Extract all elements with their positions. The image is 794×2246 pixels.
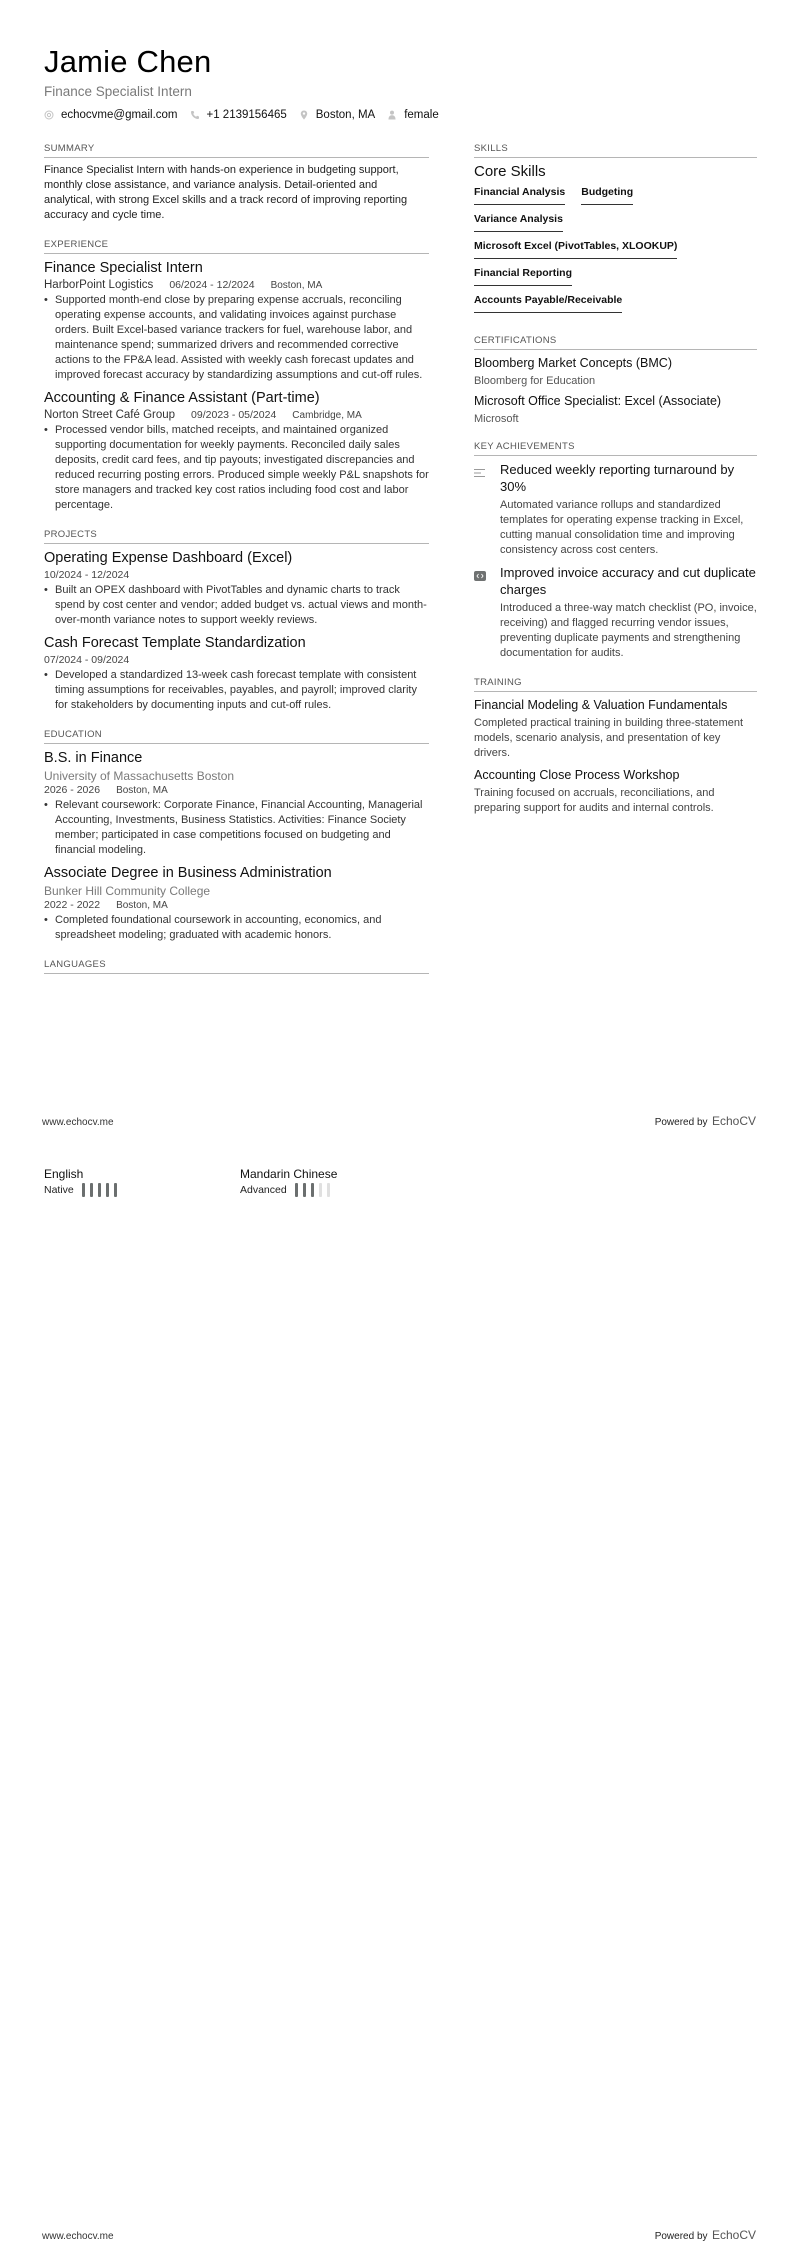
education-dates: 2022 - 2022 — [44, 899, 101, 911]
person-icon — [387, 110, 397, 120]
proficiency-bar — [311, 1183, 315, 1197]
project-title: Operating Expense Dashboard (Excel) — [44, 550, 293, 566]
proficiency-bars — [295, 1183, 335, 1197]
resume-header — [44, 44, 451, 121]
project-bullet — [44, 668, 429, 713]
powered-by-label: Powered by — [654, 1117, 708, 1128]
degree-title: Associate Degree in Business Administration — [44, 865, 332, 881]
job-dates: 09/2023 - 05/2024 — [191, 409, 277, 421]
language-level: Native — [44, 1184, 74, 1196]
certification-item — [474, 393, 757, 425]
training-name: Accounting Close Process Workshop — [474, 768, 680, 782]
proficiency-bar-empty — [319, 1183, 323, 1197]
right-column — [474, 143, 757, 832]
skill-tag: Financial Analysis — [474, 184, 565, 205]
job-dates: 06/2024 - 12/2024 — [169, 279, 255, 291]
contact-phone-value: +1 2139156465 — [206, 109, 287, 121]
language-level-row — [44, 1183, 240, 1197]
job-title: Finance Specialist Intern — [44, 260, 203, 276]
bullet-icon: • — [44, 799, 48, 811]
proficiency-bar-empty — [327, 1183, 331, 1197]
candidate-name: Jamie Chen — [44, 44, 212, 79]
contact-location-value: Boston, MA — [315, 109, 376, 121]
languages-list — [44, 1167, 436, 1197]
skill-tag: Microsoft Excel (PivotTables, XLOOKUP) — [474, 238, 677, 259]
education-meta — [44, 784, 429, 796]
experience-item — [44, 259, 429, 383]
bullet-icon: • — [44, 294, 48, 306]
achievement-desc: Introduced a three-way match checklist (PO, invoice, receiving) and flagged recurring vendor issues, preventing duplicate payments and strengthening documentation for audits. — [500, 602, 757, 659]
training-desc: Training focused on accruals, reconciliations, and preparing support for audits and internal controls. — [474, 787, 715, 814]
job-bullet-text: Processed vendor bills, matched receipts, and maintained organized supporting documentation for weekly payments. Reconciled daily sales deposits, credit card fees, and tip payouts; investigated discrepancies and reduced recurring posting errors. Produced simple weekly P&L snapshots for store managers and tracked key cost ratios including food cost and labor percentage. — [55, 424, 429, 511]
phone-icon — [190, 110, 200, 120]
project-bullet-text: Built an OPEX dashboard with PivotTables and dynamic charts to track spend by cost center and vendor; added budget vs. actual views and month-over-month variance notes to support weekly reviews. — [55, 584, 427, 626]
job-title: Accounting & Finance Assistant (Part-time) — [44, 390, 320, 406]
proficiency-bars — [82, 1183, 122, 1197]
contact-location — [299, 109, 375, 121]
powered-by — [655, 1112, 756, 1130]
project-item — [44, 549, 429, 628]
project-bullet — [44, 583, 429, 628]
education-meta — [44, 899, 429, 911]
training-section — [474, 677, 757, 816]
summary-heading: SUMMARY — [44, 143, 429, 158]
education-section — [44, 729, 429, 943]
language-level-row — [240, 1183, 436, 1197]
achievement-body — [500, 461, 757, 558]
summary-section — [44, 143, 429, 223]
language-level: Advanced — [240, 1184, 287, 1196]
candidate-title: Finance Specialist Intern — [44, 84, 192, 99]
powered-by — [655, 2226, 756, 2244]
at-icon — [44, 110, 54, 120]
proficiency-bar — [303, 1183, 307, 1197]
certification-item — [474, 355, 757, 387]
language-item — [44, 1167, 240, 1197]
job-location: Cambridge, MA — [292, 410, 362, 421]
brand-link[interactable]: EchoCV — [711, 2228, 756, 2242]
page-footer — [42, 1112, 756, 1130]
proficiency-bar — [106, 1183, 110, 1197]
education-location: Boston, MA — [116, 785, 168, 796]
school-name: University of Massachusetts Boston — [44, 769, 235, 783]
achievement-desc: Automated variance rollups and standardized templates for operating expense tracking in Excel, cutting manual consolidation time and improving consistency across cost centers. — [500, 499, 744, 556]
certification-issuer: Bloomberg for Education — [474, 375, 596, 387]
education-heading: EDUCATION — [44, 729, 429, 744]
project-title: Cash Forecast Template Standardization — [44, 635, 306, 651]
experience-item — [44, 389, 429, 513]
experience-section — [44, 239, 429, 513]
project-dates: 10/2024 - 12/2024 — [44, 569, 130, 581]
page-footer — [42, 2226, 756, 2244]
bullet-icon: • — [44, 584, 48, 596]
skills-group-title: Core Skills — [474, 163, 546, 180]
project-dates: 07/2024 - 09/2024 — [44, 654, 130, 666]
language-name: English — [44, 1167, 84, 1181]
code-icon — [474, 564, 500, 661]
skills-section — [474, 143, 757, 319]
powered-by-label: Powered by — [654, 2231, 708, 2242]
project-item — [44, 634, 429, 713]
training-item — [474, 697, 757, 761]
education-dates: 2026 - 2026 — [44, 784, 101, 796]
projects-section — [44, 529, 429, 713]
degree-title: B.S. in Finance — [44, 750, 143, 766]
job-meta — [44, 279, 429, 291]
certification-name: Bloomberg Market Concepts (BMC) — [474, 356, 672, 370]
achievement-item — [474, 461, 757, 558]
school-name: Bunker Hill Community College — [44, 884, 211, 898]
skill-tag: Budgeting — [581, 184, 633, 205]
bullet-icon: • — [44, 914, 48, 926]
footer-url-link[interactable]: www.echocv.me — [42, 1117, 114, 1128]
education-bullet — [44, 798, 429, 858]
skills-heading: SKILLS — [474, 143, 757, 158]
proficiency-bar — [295, 1183, 299, 1197]
achievement-title: Reduced weekly reporting turnaround by 30% — [500, 462, 735, 494]
training-desc: Completed practical training in building three-statement models, scenario analysis, and presentation of key drivers. — [474, 717, 744, 759]
languages-section — [44, 959, 429, 974]
achievements-heading: KEY ACHIEVEMENTS — [474, 441, 757, 456]
company-name: Norton Street Café Group — [44, 409, 176, 421]
certification-issuer: Microsoft — [474, 413, 519, 425]
language-name: Mandarin Chinese — [240, 1167, 338, 1181]
achievement-item — [474, 564, 757, 661]
certifications-section — [474, 335, 757, 425]
experience-heading: EXPERIENCE — [44, 239, 429, 254]
footer-url-link[interactable]: www.echocv.me — [42, 2231, 114, 2242]
contact-row — [44, 109, 451, 121]
certifications-heading: CERTIFICATIONS — [474, 335, 757, 350]
skill-tag: Variance Analysis — [474, 211, 563, 232]
language-item — [240, 1167, 436, 1197]
company-name: HarborPoint Logistics — [44, 279, 154, 291]
job-bullet — [44, 423, 429, 513]
contact-gender-value: female — [404, 109, 439, 121]
job-bullet — [44, 293, 429, 383]
education-bullet-text: Completed foundational coursework in accounting, economics, and spreadsheet modeling; graduated with academic honors. — [55, 914, 382, 941]
brand-link[interactable]: EchoCV — [711, 1114, 756, 1128]
job-location: Boston, MA — [270, 280, 323, 291]
project-bullet-text: Developed a standardized 13-week cash forecast template with consistent timing assumptions for receivables, payables, and payroll; improved clarity for stakeholders by documenting inputs and cut-off rules. — [55, 669, 417, 711]
achievement-title: Improved invoice accuracy and cut duplicate charges — [500, 565, 756, 597]
education-bullet — [44, 913, 429, 943]
education-bullet-text: Relevant coursework: Corporate Finance, Financial Accounting, Managerial Accounting, Investments, Business Statistics. Activities: Finance Society member; participated in case competitions focused on budgeting and financial modeling. — [55, 799, 423, 856]
proficiency-bar — [90, 1183, 94, 1197]
contact-gender — [387, 109, 439, 121]
lines-icon — [474, 461, 500, 558]
education-item — [44, 864, 429, 943]
training-item — [474, 767, 757, 816]
skill-tag: Accounts Payable/Receivable — [474, 292, 622, 313]
contact-email[interactable] — [44, 109, 178, 121]
location-icon — [299, 110, 309, 120]
proficiency-bar — [114, 1183, 118, 1197]
skill-tags — [474, 184, 757, 319]
bullet-icon: • — [44, 669, 48, 681]
contact-phone[interactable] — [190, 109, 287, 121]
job-bullet-text: Supported month-end close by preparing expense accruals, reconciling operating expense accounts, and validating invoices against purchase orders. Built Excel-based variance trackers for fuel, warehouse labor, and maintenance spend; summarized drivers and recommended corrective actions to the FP&A lead. Assisted with weekly cash forecast updates and improved forecast accuracy by standardizing assumptions and cut-off rules. — [55, 294, 423, 381]
skill-tag: Financial Reporting — [474, 265, 572, 286]
certification-name: Microsoft Office Specialist: Excel (Associate) — [474, 394, 722, 408]
projects-heading: PROJECTS — [44, 529, 429, 544]
contact-email-value: echocvme@gmail.com — [61, 109, 178, 121]
training-name: Financial Modeling & Valuation Fundamentals — [474, 698, 728, 712]
proficiency-bar — [82, 1183, 86, 1197]
training-heading: TRAINING — [474, 677, 757, 692]
bullet-icon: • — [44, 424, 48, 436]
education-location: Boston, MA — [116, 900, 168, 911]
achievements-section — [474, 441, 757, 661]
summary-text: Finance Specialist Intern with hands-on experience in budgeting support, monthly close assistance, and variance analysis. Detail-oriented and analytical, with strong Excel skills and a track record of improving reporting accuracy and cycle time. — [44, 164, 408, 221]
proficiency-bar — [98, 1183, 102, 1197]
languages-heading: LANGUAGES — [44, 959, 429, 974]
achievement-body — [500, 564, 757, 661]
education-item — [44, 749, 429, 858]
job-meta — [44, 409, 429, 421]
left-column — [44, 143, 429, 990]
